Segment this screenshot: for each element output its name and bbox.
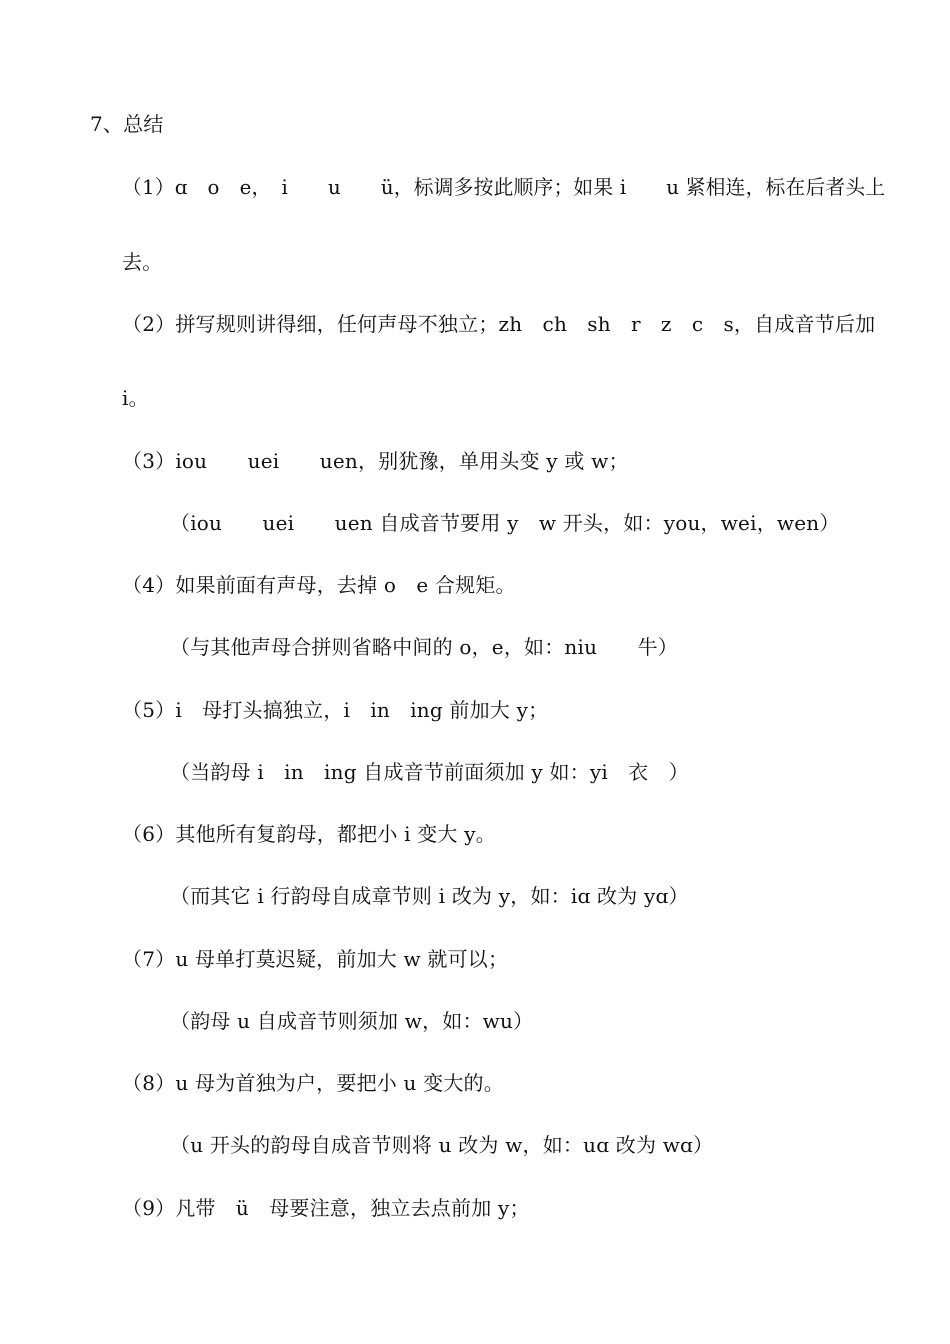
rule-3-line: （3）iou uei uen，别犹豫，单用头变 y 或 w；	[122, 449, 629, 473]
rule-5-line: （5）i 母打头搞独立，i in ing 前加大 y；	[122, 698, 549, 722]
rule-6-note: （而其它 i 行韵母自成章节则 i 改为 y，如：iɑ 改为 yɑ）	[170, 884, 689, 908]
rule-7-line: （7）u 母单打莫迟疑，前加大 w 就可以；	[122, 947, 509, 971]
rule-7-note: （韵母 u 自成音节则须加 w，如：wu）	[170, 1009, 534, 1033]
rule-8-note: （u 开头的韵母自成音节则将 u 改为 w，如：uɑ 改为 wɑ）	[170, 1133, 714, 1157]
rule-9-line: （9）凡带 ü 母要注意，独立去点前加 y；	[122, 1196, 530, 1220]
rule-8-line: （8）u 母为首独为户，要把小 u 变大的。	[122, 1071, 504, 1095]
section-heading: 7、总结	[90, 112, 164, 136]
rule-5-note: （当韵母 i in ing 自成音节前面须加 y 如：yi 衣 ）	[170, 760, 689, 784]
rule-2-line: （2）拼写规则讲得细，任何声母不独立；zh ch sh r z c s，自成音节后加	[122, 312, 876, 336]
rule-4-note: （与其他声母合拼则省略中间的 o，e，如：niu 牛）	[170, 635, 678, 659]
rule-6-line: （6）其他所有复韵母，都把小 i 变大 y。	[122, 822, 496, 846]
rule-1-line: （1）ɑ o e， i u ü，标调多按此顺序；如果 i u 紧相连，标在后者头上	[122, 175, 886, 199]
rule-2-continuation: i。	[122, 386, 149, 410]
rule-4-line: （4）如果前面有声母，去掉 o e 合规矩。	[122, 573, 516, 597]
rule-1-continuation: 去。	[122, 250, 163, 274]
rule-3-note: （iou uei uen 自成音节要用 y w 开头，如：you，wei，wen）	[170, 511, 840, 535]
